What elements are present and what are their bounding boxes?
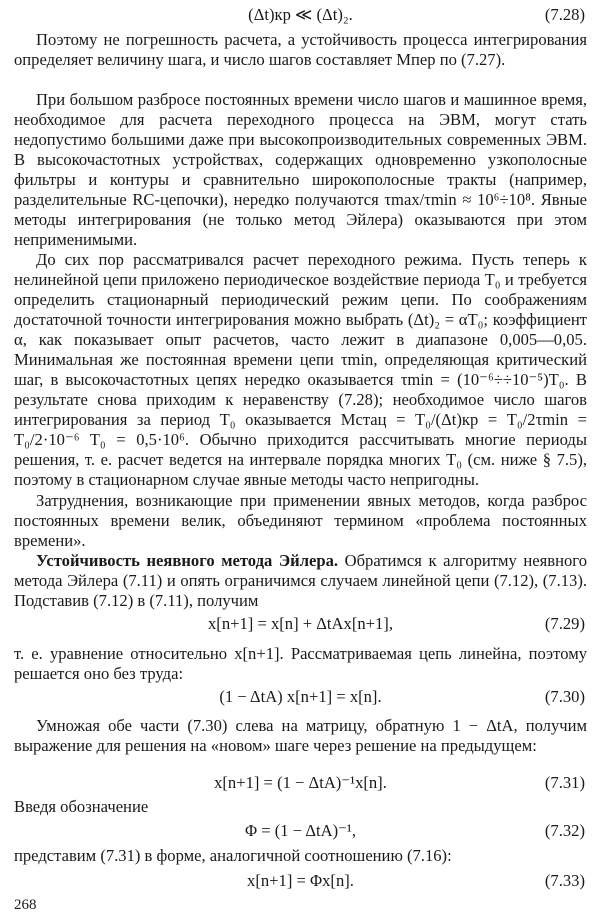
- equation-7-28: [14, 4, 587, 26]
- page-number: 268: [14, 897, 37, 913]
- equation-number: (7.32): [544, 821, 585, 840]
- equation-7-29: [14, 613, 587, 635]
- equation-formula: (1 − ΔtA) x[n+1] = x[n].: [219, 687, 382, 706]
- equation-number: (7.28): [544, 5, 585, 24]
- paragraph-3: До сих пор рассматривался расчет переходного режима. Пусть теперь к нелинейной цепи приложено периодическое воздействие периода T₀ и требуется определить стационарный периодический режим цепи. По соображениям достаточной точности интегрирования можно выбрать (Δt)₂ = αT₀; коэффициент α, как показывает опыт расчетов, часто лежит в диапазоне 0,005—0,05. Минимальная же постоянная времени цепи τmin, определяющая критический шаг, в высокочастотных цепях нередко оказывается τmin = (10⁻⁶÷÷10⁻⁵)T₀. В результате снова приходим к неравенству (7.28); необходимое число шагов интегрирования за период T₀ оказывается Мстац = T₀/(Δt)кр = T₀/2τmin = T₀/2·10⁻⁶ T₀ = 0,5·10⁶. Обычно приходится рассчитывать многие периоды решения, т. е. расчет ведется на интервале порядка многих T₀ (см. ниже § 7.5), поэтому в стационарном случае явные методы часто непригодны.: [14, 250, 587, 489]
- equation-formula: (Δt)кр ≪ (Δt)₂.: [248, 5, 353, 24]
- paragraph-1: Поэтому не погрешность расчета, а устойчивость процесса интегрирования определяет величину шага, и число шагов составляет Мпер по (7.27).: [14, 30, 587, 69]
- paragraph-2: При большом разбросе постоянных времени число шагов и машинное время, необходимое для расчета переходного процесса на ЭВМ, могут стать недопустимо большими даже при высокопроизводительных современных ЭВМ. В высокочастотных устройствах, содержащих одновременно узкополосные фильтры и контуры и сравнительно широкополосные тракты (например, разделительные RC-цепочки), нередко получаются τmax/τmin ≈ 10⁶÷10⁸. Явные методы интегрирования (не только метод Эйлера) оказываются при этом неприменимыми.: [14, 90, 587, 249]
- equation-formula: x[n+1] = x[n] + ΔtAx[n+1],: [208, 614, 393, 633]
- equation-formula: x[n+1] = (1 − ΔtA)⁻¹x[n].: [214, 773, 387, 792]
- equation-number: (7.30): [544, 687, 585, 706]
- paragraph-7: Умножая обе части (7.30) слева на матрицу, обратную 1 − ΔtA, получим выражение для решения на «новом» шаге через решение на предыдущем:: [14, 716, 587, 755]
- equation-7-32: [14, 820, 587, 842]
- equation-number: (7.31): [544, 773, 585, 792]
- equation-7-30: [14, 686, 587, 708]
- section-heading: Устойчивость неявного метода Эйлера.: [36, 551, 339, 570]
- equation-number: (7.29): [544, 614, 585, 633]
- paragraph-8: Введя обозначение: [14, 797, 149, 816]
- equation-formula: x[n+1] = Φx[n].: [247, 871, 354, 890]
- equation-number: (7.33): [544, 871, 585, 890]
- equation-formula: Φ = (1 − ΔtA)⁻¹,: [244, 821, 357, 840]
- equation-7-33: [14, 870, 587, 892]
- equation-7-31: [14, 772, 587, 794]
- paragraph-6: т. е. уравнение относительно x[n+1]. Рассматриваемая цепь линейна, поэтому решается оно без труда:: [14, 644, 587, 683]
- paragraph-4: Затруднения, возникающие при применении явных методов, когда разброс постоянных времени велик, объединяют термином «проблема постоянных времени».: [14, 491, 587, 550]
- paragraph-9: представим (7.31) в форме, аналогичной соотношению (7.16):: [14, 846, 452, 865]
- paragraph-5: [14, 551, 587, 611]
- paragraph-5-text: Обратимся к алгоритму неявного метода Эйлера (7.11) и опять ограничимся случаем линейной цепи (7.12), (7.13). Подставив (7.12) в (7.11), получим: [14, 551, 587, 610]
